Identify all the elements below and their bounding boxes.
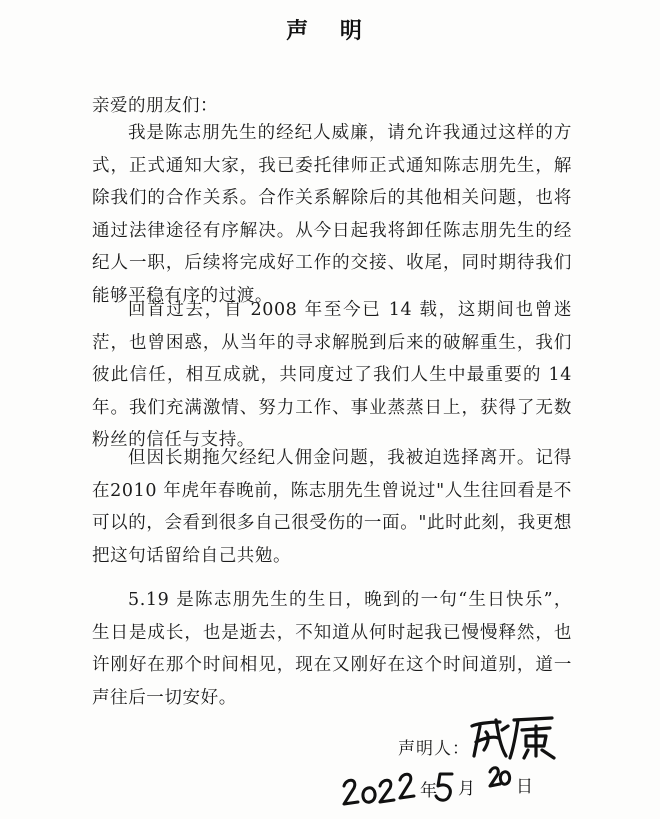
paragraph-1: 我是陈志朋先生的经纪人威廉，请允许我通过这样的方式，正式通知大家，我已委托律师正式通知陈志朋先生，解除我们的合作关系。合作关系解除后的其他相关问题，也将通过法律途径有序解决。从今日起我将卸任陈志朋先生的经纪人一职，后续将完成好工作的交接、收尾，同时期待我们能够平稳有序的过渡。 [92, 123, 572, 306]
handwritten-signature [466, 712, 558, 762]
handwritten-date [340, 760, 540, 810]
document-title: 声 明 [286, 19, 374, 44]
paragraph-3: 但因长期拖欠经纪人佣金问题，我被迫选择离开。记得在2010 年虎年春晚前，陈志朋先生曾说过"人生往回看是不可以的，会看到很多自己很受伤的一面。"此时此刻，我更想把这句话留给自己共勉。 [92, 448, 572, 566]
date-day-suffix: 日 [516, 777, 533, 797]
paragraph-4: 5.19 是陈志朋先生的生日，晚到的一句“生日快乐”，生日是成长，也是逝去，不知道从何时起我已慢慢释然，也许刚好在那个时间相见，现在又刚好在这个时间道别，道一声往后一切安好。 [92, 590, 572, 708]
date-month-suffix: 月 [458, 779, 475, 799]
date-year-suffix: 年 [420, 781, 437, 801]
paragraph-2: 回首过去，自 2008 年至今已 14 载，这期间也曾迷茫，也曾困惑，从当年的寻求解脱到后来的破解重生，我们彼此信任，相互成就，共同度过了我们人生中最重要的 14 年。我们充满激情、努力工作、事业蒸蒸日上，获得了无数粉丝的信任与支持。 [92, 300, 572, 450]
signer-label: 声明人： [398, 739, 470, 759]
greeting: 亲爱的朋友们： [92, 96, 218, 116]
